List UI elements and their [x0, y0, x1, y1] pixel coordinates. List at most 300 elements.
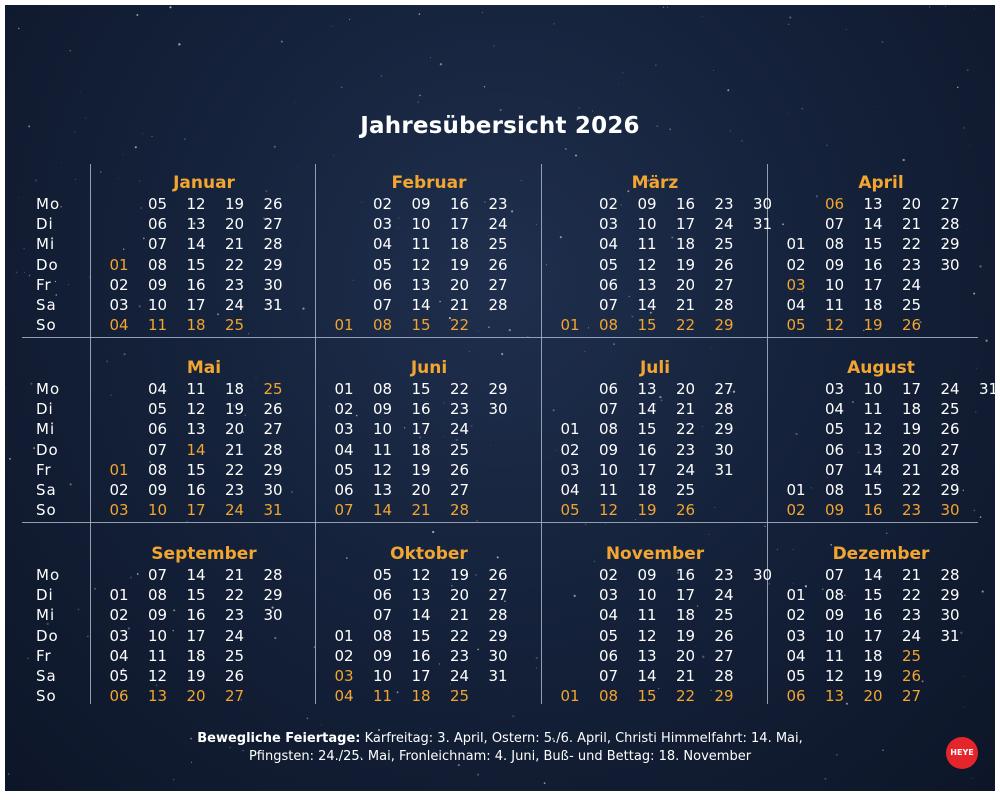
day-cell: 17 — [675, 215, 696, 234]
star — [291, 491, 293, 493]
day-cell: 31 — [752, 215, 773, 234]
day-cell: 11 — [186, 380, 206, 398]
day-cell: 11 — [637, 606, 657, 625]
day-cell: 15 — [411, 626, 431, 645]
day-cell: 10 — [411, 215, 431, 234]
day-cell: 31 — [488, 667, 508, 685]
star — [29, 275, 31, 277]
day-cell: 08 — [824, 586, 845, 605]
star — [173, 609, 175, 611]
month-name-juli: Juli — [639, 358, 671, 378]
day-cell: 27 — [714, 380, 734, 398]
day-cell: 09 — [824, 606, 845, 625]
day-cell: 06 — [109, 687, 129, 706]
star — [974, 9, 975, 10]
day-cell: 02 — [598, 195, 619, 213]
star — [560, 236, 562, 238]
star — [333, 155, 334, 156]
day-cell: 04 — [334, 687, 354, 706]
day-cell: 08 — [147, 586, 168, 605]
star — [61, 162, 62, 163]
day-cell: 29 — [263, 586, 283, 605]
day-cell: 24 — [224, 501, 245, 520]
star — [297, 166, 298, 167]
day-cell: 09 — [147, 606, 168, 625]
day-cell: 19 — [449, 255, 470, 274]
day-cell: 08 — [824, 481, 845, 499]
star — [349, 19, 350, 20]
weekday-label-sa: Sa — [36, 667, 57, 685]
day-cell: 13 — [411, 586, 431, 605]
day-cell: 28 — [488, 296, 508, 314]
day-cell: 30 — [488, 646, 508, 665]
day-cell: 20 — [675, 275, 696, 294]
star — [882, 749, 883, 750]
day-cell: 21 — [675, 400, 696, 419]
day-cell: 26 — [449, 460, 470, 479]
day-cell: 24 — [714, 215, 734, 234]
day-cell: 17 — [411, 667, 431, 685]
star — [967, 69, 969, 71]
star — [575, 155, 577, 157]
day-cell: 25 — [714, 606, 734, 625]
day-cell: 06 — [372, 586, 393, 605]
day-cell: 03 — [334, 420, 354, 439]
day-cell: 24 — [449, 667, 470, 685]
day-cell: 27 — [714, 275, 734, 294]
day-cell: 08 — [598, 420, 619, 439]
day-cell: 13 — [863, 195, 883, 213]
day-cell: 30 — [752, 566, 773, 584]
day-cell: 14 — [637, 296, 657, 314]
day-cell: 31 — [940, 626, 960, 645]
star — [727, 89, 729, 91]
day-cell: 13 — [186, 215, 206, 234]
day-cell: 26 — [263, 400, 283, 419]
star — [663, 7, 664, 8]
day-cell: 09 — [637, 566, 657, 584]
column-divider — [90, 164, 91, 704]
star — [969, 144, 970, 145]
day-cell: 28 — [488, 606, 508, 625]
day-cell: 04 — [786, 296, 806, 314]
day-cell: 08 — [372, 380, 393, 398]
star — [172, 630, 174, 632]
star — [274, 146, 276, 148]
weekday-label-mo: Mo — [36, 566, 61, 584]
day-cell: 26 — [901, 667, 922, 685]
star — [789, 17, 791, 19]
star — [574, 595, 576, 597]
day-cell: 28 — [449, 501, 470, 520]
star — [973, 293, 975, 295]
star — [139, 305, 141, 307]
day-cell: 21 — [411, 501, 431, 520]
day-cell: 04 — [334, 440, 354, 459]
column-divider — [315, 164, 316, 704]
day-cell: 17 — [675, 586, 696, 605]
day-cell: 05 — [786, 316, 806, 335]
day-cell: 13 — [637, 275, 657, 294]
day-cell: 12 — [186, 195, 206, 213]
star — [605, 524, 606, 525]
star — [439, 663, 440, 664]
star — [579, 107, 580, 108]
day-cell: 07 — [598, 296, 619, 314]
day-cell: 08 — [598, 687, 619, 706]
star — [9, 458, 11, 460]
day-cell: 26 — [714, 626, 734, 645]
day-cell: 26 — [488, 255, 508, 274]
star — [980, 516, 982, 518]
star — [477, 774, 479, 776]
star — [655, 64, 657, 66]
row-divider — [22, 522, 978, 523]
day-cell: 05 — [372, 255, 393, 274]
day-cell: 29 — [714, 316, 734, 335]
day-cell: 03 — [598, 586, 619, 605]
star — [12, 157, 13, 158]
day-cell: 30 — [940, 606, 960, 625]
star — [964, 676, 965, 677]
day-cell: 25 — [714, 235, 734, 254]
day-cell: 11 — [372, 440, 393, 459]
day-cell: 15 — [186, 460, 206, 479]
day-cell: 07 — [598, 400, 619, 419]
star — [500, 109, 502, 111]
star — [80, 91, 81, 92]
day-cell: 13 — [863, 440, 883, 459]
day-cell: 06 — [147, 420, 168, 439]
star — [341, 86, 343, 88]
day-cell: 18 — [186, 646, 206, 665]
star — [488, 326, 489, 327]
day-cell: 27 — [449, 481, 470, 499]
day-cell: 08 — [372, 626, 393, 645]
star — [967, 229, 968, 230]
day-cell: 07 — [824, 460, 845, 479]
month-name-oktober: Oktober — [390, 544, 468, 564]
day-cell: 06 — [824, 195, 845, 213]
weekday-label-do: Do — [36, 255, 59, 274]
day-cell: 01 — [786, 235, 806, 254]
star — [477, 649, 479, 651]
star — [588, 327, 589, 328]
day-cell: 14 — [186, 566, 206, 584]
star — [27, 658, 28, 659]
day-cell: 07 — [334, 501, 354, 520]
month-name-april: April — [858, 173, 904, 193]
star — [974, 510, 975, 511]
day-cell: 18 — [637, 481, 657, 499]
star — [788, 24, 789, 25]
day-cell: 22 — [449, 316, 470, 335]
star — [714, 507, 715, 508]
day-cell: 14 — [637, 667, 657, 685]
day-cell: 19 — [863, 316, 883, 335]
day-cell: 18 — [675, 606, 696, 625]
day-cell: 29 — [714, 420, 734, 439]
day-cell: 02 — [109, 481, 129, 499]
star — [295, 102, 296, 103]
day-cell: 29 — [940, 586, 960, 605]
month-name-mai: Mai — [186, 358, 222, 378]
day-cell: 09 — [411, 195, 431, 213]
star — [702, 426, 703, 427]
day-cell: 10 — [863, 380, 883, 398]
day-cell: 07 — [372, 296, 393, 314]
day-cell: 26 — [488, 566, 508, 584]
weekday-label-mi: Mi — [36, 235, 56, 254]
star — [585, 351, 586, 352]
day-cell: 25 — [263, 380, 283, 398]
star — [136, 14, 138, 16]
day-cell: 28 — [263, 566, 283, 584]
day-cell: 05 — [147, 400, 168, 419]
weekday-label-mi: Mi — [36, 420, 56, 439]
day-cell: 05 — [147, 195, 168, 213]
day-cell: 04 — [598, 606, 619, 625]
day-cell: 19 — [224, 400, 245, 419]
day-cell: 03 — [786, 626, 806, 645]
day-cell: 06 — [598, 646, 619, 665]
day-cell: 09 — [598, 440, 619, 459]
month-name-august: August — [847, 358, 915, 378]
star — [296, 790, 297, 791]
star — [24, 272, 25, 273]
star — [795, 433, 797, 435]
day-cell: 04 — [824, 400, 845, 419]
month-name-september: September — [151, 544, 257, 564]
day-cell: 20 — [675, 646, 696, 665]
day-cell: 25 — [449, 687, 470, 706]
weekday-label-fr: Fr — [36, 275, 52, 294]
weekday-label-di: Di — [36, 400, 54, 419]
day-cell: 12 — [372, 460, 393, 479]
month-name-januar: Januar — [173, 173, 235, 193]
day-cell: 16 — [411, 646, 431, 665]
month-name-märz: März — [631, 173, 679, 193]
day-cell: 04 — [786, 646, 806, 665]
day-cell: 26 — [714, 255, 734, 274]
day-cell: 18 — [411, 440, 431, 459]
day-cell: 12 — [411, 255, 431, 274]
star — [501, 353, 503, 355]
star — [353, 280, 354, 281]
day-cell: 22 — [675, 316, 696, 335]
day-cell: 17 — [901, 380, 922, 398]
star — [398, 217, 400, 219]
day-cell: 16 — [675, 566, 696, 584]
day-cell: 03 — [560, 460, 580, 479]
day-cell: 22 — [675, 420, 696, 439]
day-cell: 18 — [863, 646, 883, 665]
day-cell: 21 — [675, 667, 696, 685]
day-cell: 16 — [863, 501, 883, 520]
star — [979, 265, 981, 267]
day-cell: 05 — [109, 667, 129, 685]
star — [307, 718, 309, 720]
day-cell: 14 — [863, 215, 883, 234]
star — [172, 34, 173, 35]
day-cell: 18 — [224, 380, 245, 398]
day-cell: 15 — [863, 481, 883, 499]
day-cell: 24 — [224, 296, 245, 314]
day-cell: 10 — [598, 460, 619, 479]
day-cell: 29 — [488, 380, 508, 398]
day-cell: 01 — [109, 460, 129, 479]
day-cell: 01 — [786, 586, 806, 605]
day-cell: 04 — [109, 646, 129, 665]
day-cell: 08 — [598, 316, 619, 335]
movable-holidays-line2: Pfingsten: 24./25. Mai, Fronleichnam: 4. Juni, Buß- und Bettag: 18. November — [248, 749, 752, 764]
star — [70, 50, 71, 51]
day-cell: 15 — [411, 380, 431, 398]
day-cell: 26 — [901, 316, 922, 335]
day-cell: 25 — [224, 646, 245, 665]
day-cell: 05 — [334, 460, 354, 479]
day-cell: 03 — [334, 667, 354, 685]
day-cell: 10 — [147, 296, 168, 314]
star — [18, 197, 19, 198]
day-cell: 16 — [186, 606, 206, 625]
day-cell: 01 — [334, 380, 354, 398]
star — [419, 13, 421, 15]
weekday-label-so: So — [36, 687, 57, 706]
day-cell: 22 — [901, 586, 922, 605]
day-cell: 21 — [901, 460, 922, 479]
day-cell: 01 — [786, 481, 806, 499]
day-cell: 30 — [714, 440, 734, 459]
day-cell: 13 — [186, 420, 206, 439]
day-cell: 19 — [675, 255, 696, 274]
star — [123, 353, 125, 355]
star — [482, 12, 483, 13]
day-cell: 30 — [263, 481, 283, 499]
star — [544, 782, 546, 784]
star — [432, 531, 434, 533]
day-cell: 11 — [863, 400, 883, 419]
day-cell: 24 — [675, 460, 696, 479]
star — [710, 348, 711, 349]
day-cell: 15 — [637, 687, 657, 706]
column-divider — [541, 164, 542, 704]
day-cell: 11 — [637, 235, 657, 254]
star — [418, 102, 419, 103]
star — [100, 171, 102, 173]
star — [553, 23, 554, 24]
day-cell: 10 — [147, 501, 168, 520]
star — [123, 249, 124, 250]
day-cell: 01 — [560, 316, 580, 335]
day-cell: 24 — [901, 626, 922, 645]
star — [178, 43, 180, 45]
row-divider — [22, 337, 978, 338]
page-title: Jahresübersicht 2026 — [360, 113, 640, 139]
day-cell: 20 — [449, 586, 470, 605]
day-cell: 30 — [940, 501, 960, 520]
day-cell: 12 — [147, 667, 168, 685]
star — [274, 637, 276, 639]
day-cell: 22 — [224, 255, 245, 274]
day-cell: 13 — [372, 481, 393, 499]
star — [33, 447, 35, 449]
column-divider — [767, 164, 768, 704]
day-cell: 02 — [560, 440, 580, 459]
day-cell: 08 — [147, 460, 168, 479]
day-cell: 26 — [263, 195, 283, 213]
star — [741, 140, 743, 142]
star — [622, 72, 623, 73]
day-cell: 15 — [411, 316, 431, 335]
star — [975, 412, 976, 413]
star — [302, 307, 304, 309]
day-cell: 18 — [186, 316, 206, 335]
weekday-label-di: Di — [36, 586, 54, 605]
day-cell: 28 — [714, 667, 734, 685]
weekday-label-mo: Mo — [36, 380, 61, 398]
day-cell: 31 — [978, 380, 999, 398]
day-cell: 02 — [372, 195, 393, 213]
day-cell: 01 — [109, 255, 129, 274]
day-cell: 02 — [334, 646, 354, 665]
day-cell: 02 — [786, 606, 806, 625]
day-cell: 23 — [488, 195, 508, 213]
star — [8, 773, 10, 775]
star — [169, 6, 171, 8]
star — [110, 395, 111, 396]
star — [281, 41, 283, 43]
star — [94, 588, 96, 590]
day-cell: 20 — [901, 195, 922, 213]
day-cell: 09 — [372, 400, 393, 419]
day-cell: 05 — [598, 626, 619, 645]
star — [903, 159, 905, 161]
day-cell: 15 — [186, 586, 206, 605]
day-cell: 12 — [863, 420, 883, 439]
day-cell: 23 — [901, 606, 922, 625]
day-cell: 19 — [863, 667, 883, 685]
star — [929, 6, 930, 7]
day-cell: 22 — [901, 481, 922, 499]
day-cell: 22 — [901, 235, 922, 254]
day-cell: 24 — [714, 586, 734, 605]
star — [963, 707, 964, 708]
weekday-label-do: Do — [36, 626, 59, 645]
star — [708, 534, 709, 535]
weekday-label-so: So — [36, 501, 57, 520]
star — [137, 573, 139, 575]
day-cell: 21 — [224, 235, 245, 254]
weekday-label-mi: Mi — [36, 606, 56, 625]
star — [87, 636, 88, 637]
day-cell: 06 — [824, 440, 845, 459]
star — [130, 577, 132, 579]
day-cell: 06 — [786, 687, 806, 706]
weekday-label-mo: Mo — [36, 195, 61, 213]
day-cell: 29 — [488, 626, 508, 645]
day-cell: 03 — [372, 215, 393, 234]
day-cell: 03 — [109, 296, 129, 314]
day-cell: 28 — [940, 460, 960, 479]
day-cell: 14 — [411, 606, 431, 625]
day-cell: 16 — [637, 440, 657, 459]
day-cell: 24 — [488, 215, 508, 234]
star — [440, 63, 442, 65]
day-cell: 23 — [449, 400, 470, 419]
day-cell: 23 — [449, 646, 470, 665]
day-cell: 27 — [488, 586, 508, 605]
